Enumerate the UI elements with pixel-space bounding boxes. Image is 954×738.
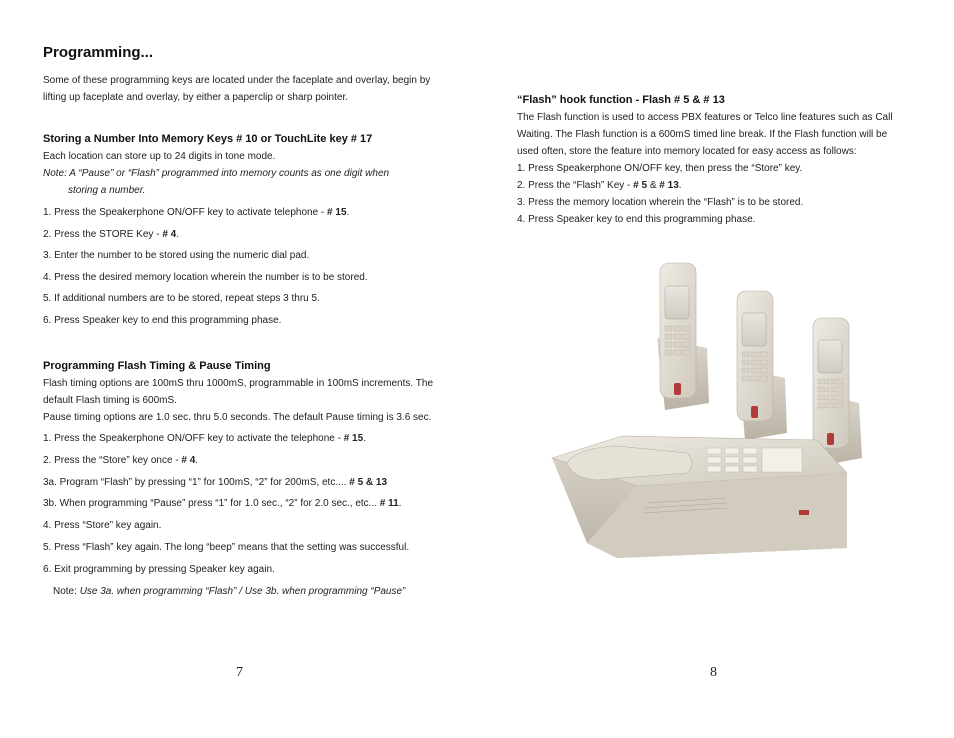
step-item: 2. Press the “Store” key once - # 4. <box>43 454 199 466</box>
step-item: 1. Press Speakerphone ON/OFF key, then press the “Store” key. <box>517 163 803 174</box>
step-item: 6. Press Speaker key to end this programming phase. <box>43 314 282 326</box>
telephone-product-photo <box>547 258 892 578</box>
section-text: The Flash function is used to access PBX features or Telco line features such as Call <box>517 112 893 123</box>
step-item: 4. Press the desired memory location wherein the number is to be stored. <box>43 271 368 283</box>
step-item: 5. Press “Flash” key again. The long “beep” means that the setting was successful. <box>43 541 410 553</box>
step-item: 4. Press “Store” key again. <box>43 520 162 532</box>
intro-line: lifting up faceplate and overlay, by either a paperclip or sharp pointer. <box>43 92 348 103</box>
step-item: 1. Press the Speakerphone ON/OFF key to activate telephone - # 15. <box>43 207 350 218</box>
section-text: Each location can store up to 24 digits in tone mode. <box>43 151 276 162</box>
section-text: used often, store the feature into memory located for easy access as follows: <box>517 146 857 157</box>
intro-paragraph <box>43 72 463 106</box>
handset-2 <box>737 291 787 440</box>
step-item: 4. Press Speaker key to end this programming phase. <box>517 214 756 225</box>
step-item: 3. Press the memory location wherein the “Flash” is to be stored. <box>517 197 804 208</box>
step-item: 3b. When programming “Pause” press “1” for 1.0 sec., “2” for 2.0 sec., etc... # 11. <box>43 498 402 510</box>
section-text: default Flash timing is 600mS. <box>43 395 177 406</box>
section-heading: Programming Flash Timing & Pause Timing <box>43 360 271 372</box>
step-item: 1. Press the Speakerphone ON/OFF key to activate the telephone - # 15. <box>43 433 366 444</box>
section-flash-timing <box>43 358 468 602</box>
base-telephone <box>552 436 847 558</box>
section-text: Pause timing options are 1.0 sec. thru 5.0 seconds. The default Pause timing is 3.6 sec. <box>43 412 432 423</box>
step-item: 2. Press the “Flash” Key - # 5 & # 13. <box>517 180 682 191</box>
handset-1 <box>657 263 709 410</box>
section-heading: Storing a Number Into Memory Keys # 10 or TouchLite key # 17 <box>43 133 373 145</box>
step-item: 2. Press the STORE Key - # 4. <box>43 228 179 240</box>
step-item: 6. Exit programming by pressing Speaker key again. <box>43 563 275 575</box>
step-item: 5. If additional numbers are to be stored, repeat steps 3 thru 5. <box>43 293 320 304</box>
page-title: Programming... <box>43 44 154 61</box>
section-flash-hook <box>517 92 917 228</box>
section-text: Flash timing options are 100mS thru 1000mS, programmable in 100mS increments. The <box>43 378 434 389</box>
step-item: 3a. Program “Flash” by pressing “1” for 100mS, “2” for 200mS, etc.... # 5 & 13 <box>43 476 388 488</box>
step-item: 3. Enter the number to be stored using the numeric dial pad. <box>43 250 310 261</box>
note-line: storing a number. <box>68 185 146 196</box>
note-line: Note: A “Pause” or “Flash” programmed into memory counts as one digit when <box>43 168 390 179</box>
note-line: Note: Use 3a. when programming “Flash” / Use 3b. when programming “Pause” <box>53 585 406 597</box>
right-page <box>477 0 954 738</box>
page-number: 7 <box>236 665 243 680</box>
section-store-number <box>43 131 463 331</box>
page-number: 8 <box>710 665 717 680</box>
section-text: Waiting. The Flash function is a 600mS timed line break. If the Flash function will be <box>517 129 888 140</box>
section-heading: “Flash” hook function - Flash # 5 & # 13 <box>517 94 725 106</box>
intro-line: Some of these programming keys are located under the faceplate and overlay, begin by <box>43 75 431 86</box>
